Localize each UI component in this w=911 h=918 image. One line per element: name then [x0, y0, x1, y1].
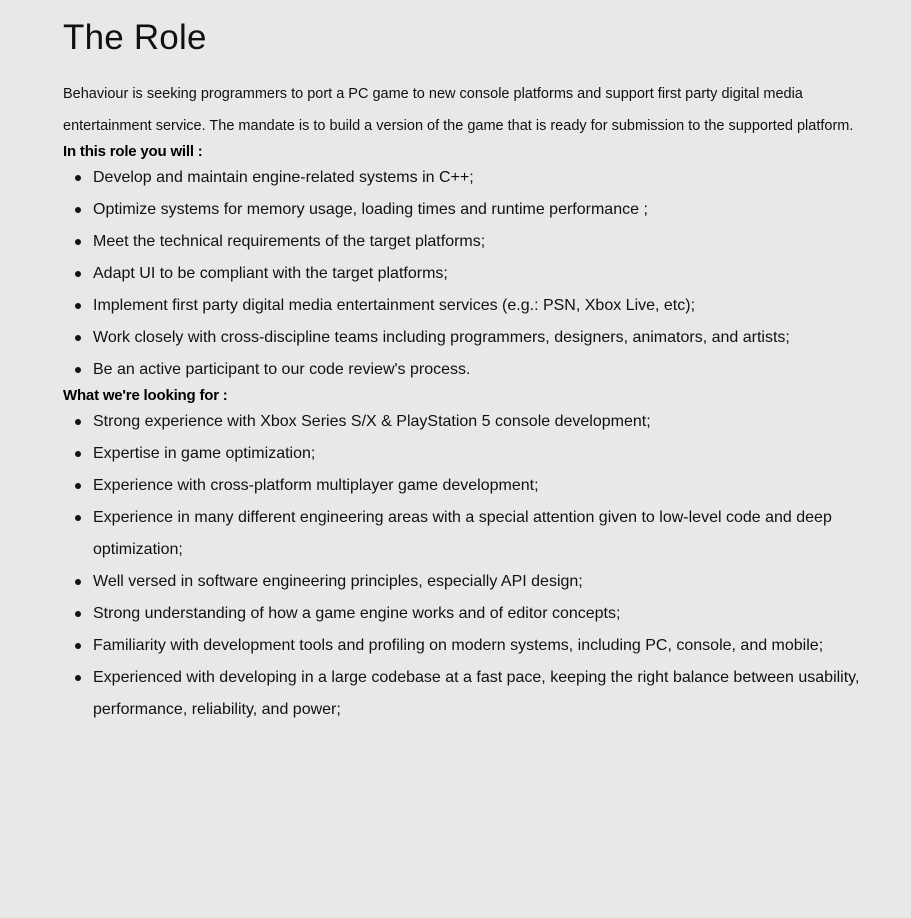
requirements-list — [63, 406, 863, 726]
bullet-icon — [75, 239, 81, 245]
bullet-icon — [75, 483, 81, 489]
list-item-text: Familiarity with development tools and profiling on modern systems, including PC, console, and mobile; — [93, 637, 824, 654]
list-item-text: Experience in many different engineering areas with a special attention given to low-level code and deep optimization; — [93, 509, 832, 558]
list-item-text: Optimize systems for memory usage, loading times and runtime performance ; — [93, 201, 648, 218]
list-item-text: Strong understanding of how a game engine works and of editor concepts; — [93, 605, 621, 622]
list-item — [63, 194, 863, 226]
list-item-text: Experienced with developing in a large codebase at a fast pace, keeping the right balance between usability, performance, reliability, and power; — [93, 669, 860, 718]
list-item — [63, 290, 863, 322]
list-item-text: Develop and maintain engine-related systems in C++; — [93, 169, 474, 186]
role-intro-paragraph: Behaviour is seeking programmers to port a PC game to new console platforms and support first party digital media entertainment service. The mandate is to build a version of the game that is ready for submission to the supported platform. — [63, 86, 854, 134]
list-item-text: Expertise in game optimization; — [93, 445, 316, 462]
bullet-icon — [75, 643, 81, 649]
bullet-icon — [75, 675, 81, 681]
list-item-text: Experience with cross-platform multiplayer game development; — [93, 477, 539, 494]
bullet-icon — [75, 451, 81, 457]
list-item — [63, 322, 863, 354]
list-item-text: Adapt UI to be compliant with the target platforms; — [93, 265, 448, 282]
responsibilities-list — [63, 162, 863, 386]
list-item — [63, 226, 863, 258]
bullet-icon — [75, 303, 81, 309]
bullet-icon — [75, 175, 81, 181]
list-item — [63, 502, 863, 566]
list-item — [63, 258, 863, 290]
list-item-text: Well versed in software engineering principles, especially API design; — [93, 573, 583, 590]
list-item-text: Strong experience with Xbox Series S/X & PlayStation 5 console development; — [93, 413, 651, 430]
list-item — [63, 630, 863, 662]
bullet-icon — [75, 367, 81, 373]
bullet-icon — [75, 419, 81, 425]
list-item — [63, 406, 863, 438]
list-item — [63, 438, 863, 470]
list-item-text: Meet the technical requirements of the target platforms; — [93, 233, 486, 250]
list-item — [63, 662, 863, 726]
list-item — [63, 566, 863, 598]
list-item — [63, 354, 863, 386]
bullet-icon — [75, 207, 81, 213]
list-item-text: Implement first party digital media entertainment services (e.g.: PSN, Xbox Live, etc); — [93, 297, 696, 314]
list-item — [63, 162, 863, 194]
list-item — [63, 470, 863, 502]
list-item — [63, 598, 863, 630]
bullet-icon — [75, 271, 81, 277]
bullet-icon — [75, 335, 81, 341]
requirements-heading: What we're looking for : — [63, 387, 228, 404]
list-item-text: Be an active participant to our code review's process. — [93, 361, 471, 378]
bullet-icon — [75, 611, 81, 617]
bullet-icon — [75, 515, 81, 521]
responsibilities-heading: In this role you will : — [63, 143, 203, 160]
page-title: The Role — [63, 18, 207, 57]
list-item-text: Work closely with cross-discipline teams including programmers, designers, animators, and artists; — [93, 329, 790, 346]
bullet-icon — [75, 579, 81, 585]
job-description — [63, 16, 863, 726]
